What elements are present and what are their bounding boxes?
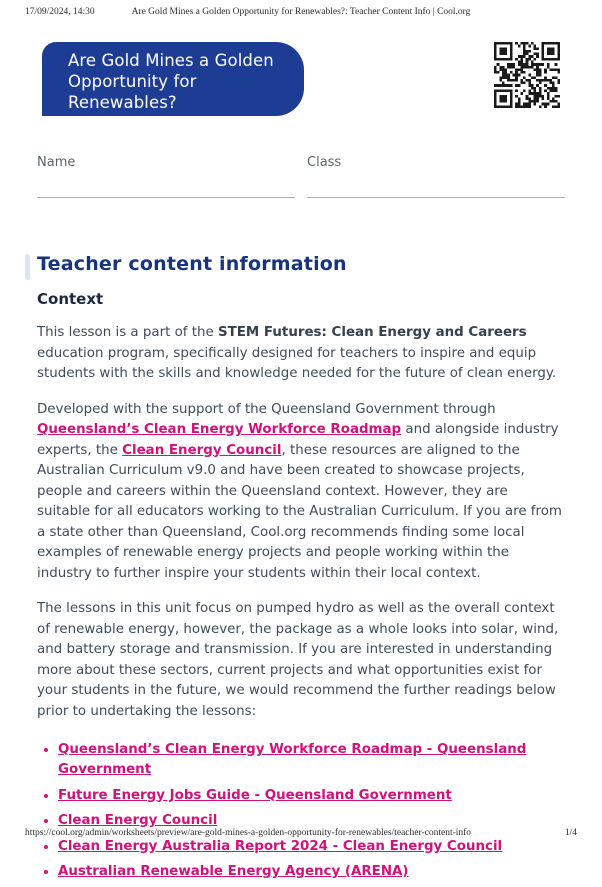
class-field [307,155,565,198]
document-content [37,253,565,887]
section-heading: Teacher content information [37,253,347,275]
resource-list-item [58,785,565,806]
resource-link[interactable]: Clean Energy Australia Report 2024 - Clean Energy Council [58,838,503,854]
context-paragraph-3 [37,599,565,722]
class-write-line [307,197,565,198]
print-datetime: 17/09/2024, 14:30 [25,7,95,17]
student-fields [37,155,565,198]
resource-link[interactable]: Clean Energy Council [58,813,218,828]
resource-list-item [58,739,565,780]
context-heading: Context [37,290,104,308]
body-text: , these resources are aligned to the Australian Curriculum v9.0 and have been created to showcase projects, people and careers within the Queensland context. However, they are suitable for all educators working to the Australian Curriculum. If you are from a state other than Queensland, Cool.org recommends finding some local examples of renewable energy projects and people working within the industry to further inspire your students within their local context. [37,442,562,581]
print-footer-url: https://cool.org/admin/worksheets/preview/are-gold-mines-a-golden-opportunity-for-renewables/teacher-content-info [25,828,472,838]
print-header [0,7,602,21]
worksheet-title-banner [42,42,304,116]
inline-link[interactable]: Clean Energy Council [122,442,282,458]
resource-list-item [58,836,565,857]
body-text: This lesson is a part of the [37,325,218,340]
worksheet-title: Are Gold Mines a Golden Opportunity for Renewables? [68,51,274,112]
name-label: Name [37,155,76,170]
body-text: and alongside industry experts, the [37,422,559,458]
bold-text: STEM Futures: Clean Energy and Careers [218,325,527,340]
resource-link[interactable]: Queensland’s Clean Energy Workforce Roadmap - Queensland Government [58,742,527,777]
resource-link[interactable]: Australian Renewable Energy Agency (ARENA) [58,864,409,879]
print-page-number: 1/4 [564,828,577,838]
section-heading-row [37,253,565,275]
body-text: education program, specifically designed for teachers to inspire and equip students with the skills and knowledge needed for the future of clean energy. [37,345,557,381]
heading-accent-bar [25,254,30,280]
qr-code-icon [494,42,560,108]
print-footer [25,828,577,838]
resource-link[interactable]: Future Energy Jobs Guide - Queensland Government [58,787,452,803]
context-paragraph-1 [37,323,565,385]
resource-list-item [58,861,565,882]
context-paragraph-2 [37,400,565,585]
name-field [37,155,295,198]
body-text: The lessons in this unit focus on pumped hydro as well as the overall context of renewable energy, however, the package as a whole looks into solar, wind, and battery storage and transmission. If you are interested in understanding more about these sectors, current projects and what opportunities exist for your students in the future, we would recommend the further readings below prior to undertaking the lessons: [37,601,559,719]
print-title: Are Gold Mines a Golden Opportunity for Renewables?: Teacher Content Info | Cool.org [131,7,471,17]
body-text: Developed with the support of the Queensland Government through [37,401,496,417]
resource-link-list [37,739,565,882]
class-label: Class [307,155,342,170]
name-write-line [37,197,295,198]
inline-link[interactable]: Queensland’s Clean Energy Workforce Roadmap [37,422,402,437]
